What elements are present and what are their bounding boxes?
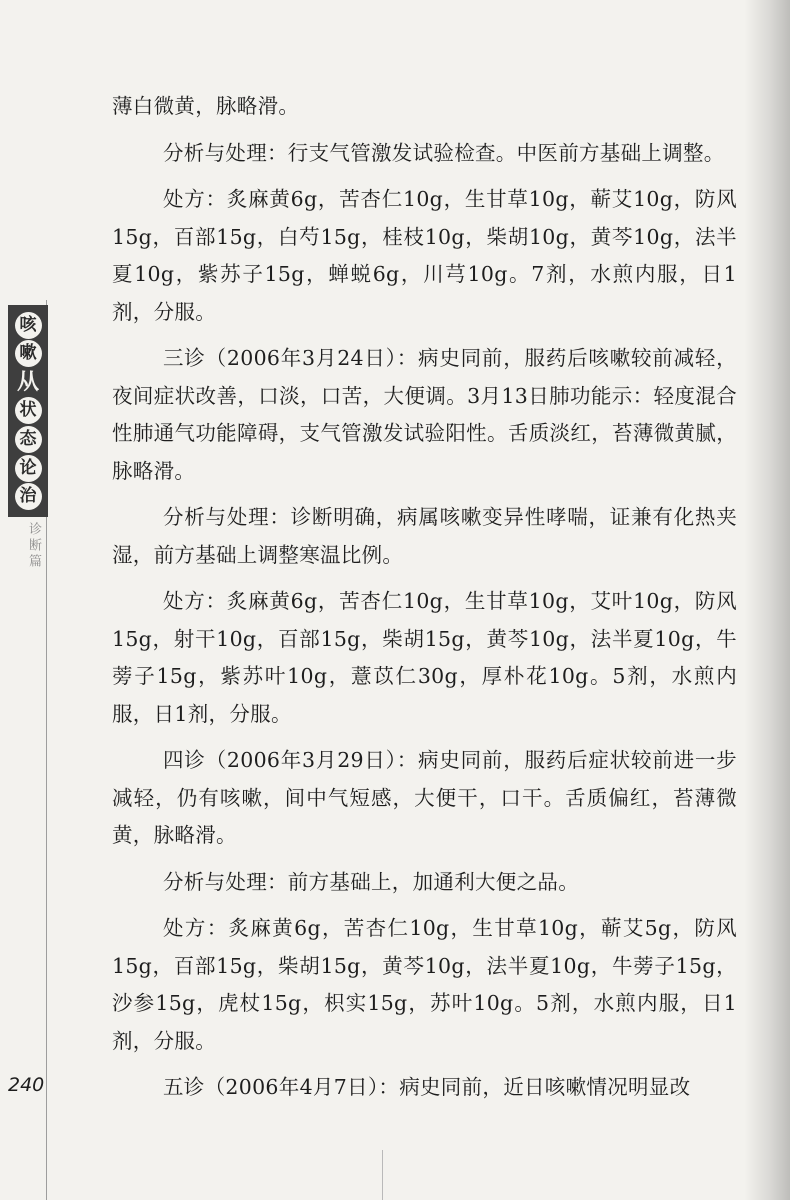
paragraph: 分析与处理：诊断明确，病属咳嗽变异性哮喘，证兼有化热夹湿，前方基础上调整寒温比例。 [112,505,737,567]
paragraph: 处方：炙麻黄6g，苦杏仁10g，生甘草10g，艾叶10g，防风15g，射干10g，百部15g，柴胡15g，黄芩10g，法半夏10g，牛蒡子15g，紫苏叶10g，薏苡仁30g，厚朴花10g。5剂，水煎内服，日1剂，分服。 [112,589,737,726]
paragraph: 处方：炙麻黄6g，苦杏仁10g，生甘草10g，蕲艾10g，防风15g，百部15g，白芍15g，桂枝10g，柴胡10g，黄芩10g，法半夏10g，紫苏子15g，蝉蜕6g，川芎10g。7剂，水煎内服，日1剂，分服。 [112,187,737,324]
paragraph: 四诊（2006年3月29日）：病史同前，服药后症状较前进一步减轻，仍有咳嗽，间中气短感，大便干，口干。舌质偏红，苔薄微黄，脉略滑。 [112,748,737,847]
title-char: 咳 [15,312,42,339]
title-char: 治 [15,483,42,510]
book-title-tab [8,305,48,517]
page-fold-line [382,1150,383,1200]
paragraph: 三诊（2006年3月24日）：病史同前，服药后咳嗽较前减轻，夜间症状改善，口淡，口苦，大便调。3月13日肺功能示：轻度混合性肺通气功能障碍，支气管激发试验阳性。舌质淡红，苔薄微黄腻，脉略滑。 [112,346,737,483]
paragraph: 薄白微黄，脉略滑。 [112,94,300,118]
title-char: 态 [15,426,42,453]
paragraph: 分析与处理：前方基础上，加通利大便之品。 [163,869,579,894]
page-edge-shadow [744,0,790,1200]
title-char: 从 [16,368,39,395]
title-char: 论 [15,455,42,482]
page-number: 240 [8,1074,45,1096]
paragraph: 分析与处理：行支气管激发试验检查。中医前方基础上调整。 [163,140,725,165]
book-section-label: 诊断篇 [26,522,41,570]
paragraph: 处方：炙麻黄6g，苦杏仁10g，生甘草10g，蕲艾5g，防风15g，百部15g，柴胡15g，黄芩10g，法半夏10g，牛蒡子15g，沙参15g，虎杖15g，枳实15g，苏叶10g。5剂，水煎内服，日1剂，分服。 [112,916,737,1053]
title-char: 状 [15,397,42,424]
title-char: 嗽 [15,340,42,367]
paragraph: 五诊（2006年4月7日）：病史同前，近日咳嗽情况明显改 [163,1075,691,1099]
page-body [112,88,737,1116]
